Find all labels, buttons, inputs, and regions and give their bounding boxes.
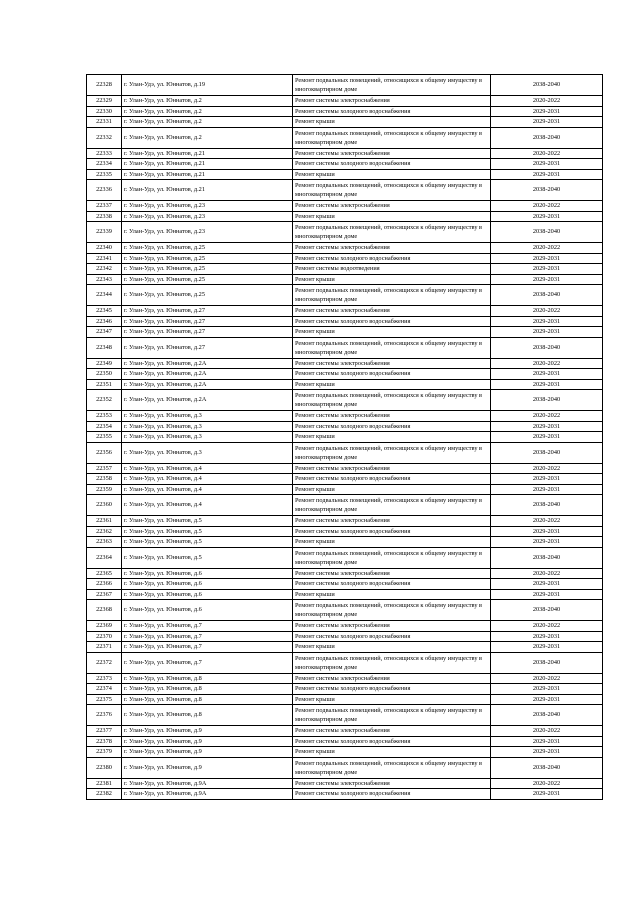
table-row [87,789,603,800]
row-address: г. Улан-Удэ, ул. Юннатов, д.8 [122,673,293,684]
row-period: 2038-2040 [491,285,603,306]
row-period: 2029-2031 [491,211,603,222]
row-number: 22335 [87,169,122,180]
row-address: г. Улан-Удэ, ул. Юннатов, д.6 [122,600,293,621]
row-number: 22334 [87,159,122,170]
row-number: 22375 [87,694,122,705]
row-number: 22344 [87,285,122,306]
row-address: г. Улан-Удэ, ул. Юннатов, д.9 [122,726,293,737]
row-work-type: Ремонт крыши [293,642,491,653]
row-work-type: Ремонт системы электроснабжения [293,516,491,527]
row-work-type: Ремонт крыши [293,117,491,128]
row-number: 22366 [87,579,122,590]
row-address: г. Улан-Удэ, ул. Юннатов, д.9А [122,778,293,789]
row-number: 22350 [87,369,122,380]
row-number: 22374 [87,684,122,695]
row-period: 2038-2040 [491,652,603,673]
row-address: г. Улан-Удэ, ул. Юннатов, д.8 [122,694,293,705]
row-work-type: Ремонт системы электроснабжения [293,726,491,737]
table-row [87,169,603,180]
row-work-type: Ремонт системы холодного водоснабжения [293,369,491,380]
table-row [87,526,603,537]
table-row [87,211,603,222]
row-period: 2029-2031 [491,537,603,548]
row-address: г. Улан-Удэ, ул. Юннатов, д.23 [122,201,293,212]
row-number: 22368 [87,600,122,621]
row-number: 22361 [87,516,122,527]
row-period: 2020-2022 [491,673,603,684]
table-row [87,484,603,495]
row-period: 2038-2040 [491,495,603,516]
row-period: 2038-2040 [491,75,603,96]
row-number: 22367 [87,589,122,600]
row-period: 2029-2031 [491,316,603,327]
table-row [87,495,603,516]
row-work-type: Ремонт крыши [293,379,491,390]
row-work-type: Ремонт крыши [293,694,491,705]
row-period: 2029-2031 [491,327,603,338]
table-row [87,390,603,411]
table-row [87,747,603,758]
row-period: 2029-2031 [491,747,603,758]
row-period: 2029-2031 [491,589,603,600]
row-number: 22352 [87,390,122,411]
row-number: 22337 [87,201,122,212]
row-work-type: Ремонт подвальных помещений, относящихся к общему имуществу в многоквартирном доме [293,442,491,463]
table-row [87,274,603,285]
row-work-type: Ремонт крыши [293,589,491,600]
row-address: г. Улан-Удэ, ул. Юннатов, д.25 [122,274,293,285]
table-row [87,75,603,96]
table-row [87,757,603,778]
row-work-type: Ремонт подвальных помещений, относящихся к общему имуществу в многоквартирном доме [293,127,491,148]
row-address: г. Улан-Удэ, ул. Юннатов, д.6 [122,589,293,600]
row-period: 2020-2022 [491,463,603,474]
row-period: 2038-2040 [491,705,603,726]
row-work-type: Ремонт подвальных помещений, относящихся к общему имуществу в многоквартирном доме [293,652,491,673]
row-number: 22340 [87,243,122,254]
row-number: 22336 [87,180,122,201]
row-period: 2029-2031 [491,789,603,800]
table-row [87,673,603,684]
repair-schedule-body [87,75,603,800]
row-work-type: Ремонт системы холодного водоснабжения [293,253,491,264]
row-address: г. Улан-Удэ, ул. Юннатов, д.23 [122,211,293,222]
row-work-type: Ремонт системы холодного водоснабжения [293,736,491,747]
row-period: 2038-2040 [491,390,603,411]
row-address: г. Улан-Удэ, ул. Юннатов, д.6 [122,579,293,590]
table-row [87,180,603,201]
row-work-type: Ремонт системы холодного водоснабжения [293,789,491,800]
table-row [87,337,603,358]
row-work-type: Ремонт системы холодного водоснабжения [293,684,491,695]
table-row [87,222,603,243]
row-work-type: Ремонт системы электроснабжения [293,463,491,474]
table-row [87,621,603,632]
row-address: г. Улан-Удэ, ул. Юннатов, д.4 [122,484,293,495]
row-address: г. Улан-Удэ, ул. Юннатов, д.9 [122,757,293,778]
table-row [87,327,603,338]
table-row [87,642,603,653]
row-number: 22329 [87,96,122,107]
row-number: 22381 [87,778,122,789]
row-address: г. Улан-Удэ, ул. Юннатов, д.3 [122,442,293,463]
row-address: г. Улан-Удэ, ул. Юннатов, д.27 [122,306,293,317]
row-address: г. Улан-Удэ, ул. Юннатов, д.2А [122,358,293,369]
row-period: 2020-2022 [491,516,603,527]
row-period: 2038-2040 [491,180,603,201]
table-row [87,579,603,590]
row-address: г. Улан-Удэ, ул. Юннатов, д.3 [122,421,293,432]
row-number: 22349 [87,358,122,369]
table-row [87,442,603,463]
row-address: г. Улан-Удэ, ул. Юннатов, д.7 [122,652,293,673]
row-work-type: Ремонт крыши [293,327,491,338]
row-address: г. Улан-Удэ, ул. Юннатов, д.8 [122,684,293,695]
row-work-type: Ремонт подвальных помещений, относящихся к общему имуществу в многоквартирном доме [293,285,491,306]
row-number: 22373 [87,673,122,684]
row-number: 22343 [87,274,122,285]
table-row [87,106,603,117]
row-address: г. Улан-Удэ, ул. Юннатов, д.2 [122,96,293,107]
row-number: 22338 [87,211,122,222]
row-work-type: Ремонт подвальных помещений, относящихся к общему имуществу в многоквартирном доме [293,337,491,358]
row-work-type: Ремонт системы электроснабжения [293,201,491,212]
table-row [87,600,603,621]
row-address: г. Улан-Удэ, ул. Юннатов, д.4 [122,495,293,516]
row-address: г. Улан-Удэ, ул. Юннатов, д.5 [122,537,293,548]
row-number: 22342 [87,264,122,275]
row-period: 2029-2031 [491,117,603,128]
table-row [87,306,603,317]
row-number: 22365 [87,568,122,579]
table-row [87,243,603,254]
row-work-type: Ремонт системы холодного водоснабжения [293,526,491,537]
row-period: 2029-2031 [491,484,603,495]
row-number: 22348 [87,337,122,358]
row-period: 2020-2022 [491,726,603,737]
row-address: г. Улан-Удэ, ул. Юннатов, д.25 [122,264,293,275]
row-address: г. Улан-Удэ, ул. Юннатов, д.21 [122,159,293,170]
row-number: 22331 [87,117,122,128]
row-number: 22380 [87,757,122,778]
table-row [87,421,603,432]
row-address: г. Улан-Удэ, ул. Юннатов, д.5 [122,526,293,537]
row-period: 2029-2031 [491,253,603,264]
row-work-type: Ремонт системы холодного водоснабжения [293,421,491,432]
table-row [87,253,603,264]
table-row [87,652,603,673]
row-work-type: Ремонт системы холодного водоснабжения [293,579,491,590]
row-number: 22359 [87,484,122,495]
row-work-type: Ремонт системы холодного водоснабжения [293,159,491,170]
row-work-type: Ремонт системы холодного водоснабжения [293,631,491,642]
row-number: 22371 [87,642,122,653]
table-row [87,159,603,170]
table-row [87,474,603,485]
row-address: г. Улан-Удэ, ул. Юннатов, д.5 [122,516,293,527]
row-period: 2038-2040 [491,127,603,148]
table-row [87,201,603,212]
row-work-type: Ремонт подвальных помещений, относящихся к общему имуществу в многоквартирном доме [293,600,491,621]
row-work-type: Ремонт крыши [293,484,491,495]
row-period: 2020-2022 [491,243,603,254]
repair-schedule-table [86,74,603,800]
table-row [87,96,603,107]
row-work-type: Ремонт подвальных помещений, относящихся к общему имуществу в многоквартирном доме [293,547,491,568]
table-row [87,379,603,390]
row-work-type: Ремонт системы электроснабжения [293,243,491,254]
row-address: г. Улан-Удэ, ул. Юннатов, д.2А [122,369,293,380]
row-work-type: Ремонт системы электроснабжения [293,411,491,422]
row-number: 22332 [87,127,122,148]
row-number: 22333 [87,148,122,159]
row-work-type: Ремонт подвальных помещений, относящихся к общему имуществу в многоквартирном доме [293,180,491,201]
row-number: 22356 [87,442,122,463]
row-address: г. Улан-Удэ, ул. Юннатов, д.25 [122,253,293,264]
row-address: г. Улан-Удэ, ул. Юннатов, д.7 [122,631,293,642]
row-address: г. Улан-Удэ, ул. Юннатов, д.2А [122,379,293,390]
row-work-type: Ремонт системы водоотведения [293,264,491,275]
row-number: 22330 [87,106,122,117]
row-period: 2038-2040 [491,547,603,568]
row-number: 22354 [87,421,122,432]
row-address: г. Улан-Удэ, ул. Юннатов, д.21 [122,180,293,201]
row-number: 22341 [87,253,122,264]
table-row [87,264,603,275]
row-address: г. Улан-Удэ, ул. Юннатов, д.21 [122,148,293,159]
row-period: 2020-2022 [491,358,603,369]
row-work-type: Ремонт крыши [293,747,491,758]
row-period: 2029-2031 [491,694,603,705]
table-row [87,631,603,642]
table-row [87,705,603,726]
row-address: г. Улан-Удэ, ул. Юннатов, д.27 [122,316,293,327]
table-row [87,316,603,327]
row-address: г. Улан-Удэ, ул. Юннатов, д.9А [122,789,293,800]
table-row [87,432,603,443]
row-period: 2020-2022 [491,148,603,159]
row-work-type: Ремонт системы холодного водоснабжения [293,106,491,117]
row-work-type: Ремонт подвальных помещений, относящихся к общему имуществу в многоквартирном доме [293,75,491,96]
table-row [87,568,603,579]
row-address: г. Улан-Удэ, ул. Юннатов, д.9 [122,747,293,758]
row-address: г. Улан-Удэ, ул. Юннатов, д.23 [122,222,293,243]
row-address: г. Улан-Удэ, ул. Юннатов, д.2 [122,127,293,148]
table-row [87,411,603,422]
row-number: 22353 [87,411,122,422]
row-number: 22370 [87,631,122,642]
row-period: 2038-2040 [491,337,603,358]
row-address: г. Улан-Удэ, ул. Юннатов, д.21 [122,169,293,180]
row-work-type: Ремонт крыши [293,211,491,222]
row-number: 22355 [87,432,122,443]
table-row [87,589,603,600]
row-period: 2029-2031 [491,106,603,117]
row-address: г. Улан-Удэ, ул. Юннатов, д.25 [122,285,293,306]
table-row [87,285,603,306]
row-period: 2029-2031 [491,736,603,747]
row-period: 2029-2031 [491,432,603,443]
row-number: 22357 [87,463,122,474]
row-period: 2020-2022 [491,778,603,789]
row-period: 2029-2031 [491,274,603,285]
row-number: 22347 [87,327,122,338]
row-number: 22360 [87,495,122,516]
row-address: г. Улан-Удэ, ул. Юннатов, д.2 [122,117,293,128]
row-period: 2038-2040 [491,222,603,243]
row-period: 2038-2040 [491,600,603,621]
table-row [87,369,603,380]
row-work-type: Ремонт системы холодного водоснабжения [293,474,491,485]
row-number: 22364 [87,547,122,568]
row-address: г. Улан-Удэ, ул. Юннатов, д.4 [122,463,293,474]
row-period: 2029-2031 [491,684,603,695]
row-address: г. Улан-Удэ, ул. Юннатов, д.9 [122,736,293,747]
row-period: 2029-2031 [491,642,603,653]
row-address: г. Улан-Удэ, ул. Юннатов, д.2 [122,106,293,117]
row-work-type: Ремонт подвальных помещений, относящихся к общему имуществу в многоквартирном доме [293,390,491,411]
row-address: г. Улан-Удэ, ул. Юннатов, д.19 [122,75,293,96]
table-row [87,778,603,789]
row-period: 2020-2022 [491,621,603,632]
table-row [87,547,603,568]
row-work-type: Ремонт системы электроснабжения [293,673,491,684]
row-period: 2029-2031 [491,169,603,180]
row-address: г. Улан-Удэ, ул. Юннатов, д.6 [122,568,293,579]
table-row [87,358,603,369]
row-period: 2020-2022 [491,96,603,107]
row-work-type: Ремонт подвальных помещений, относящихся к общему имуществу в многоквартирном доме [293,222,491,243]
row-number: 22377 [87,726,122,737]
row-address: г. Улан-Удэ, ул. Юннатов, д.3 [122,411,293,422]
row-address: г. Улан-Удэ, ул. Юннатов, д.4 [122,474,293,485]
row-period: 2029-2031 [491,474,603,485]
row-period: 2029-2031 [491,421,603,432]
row-work-type: Ремонт крыши [293,537,491,548]
row-number: 22328 [87,75,122,96]
row-number: 22362 [87,526,122,537]
row-address: г. Улан-Удэ, ул. Юннатов, д.27 [122,337,293,358]
table-row [87,726,603,737]
table-row [87,148,603,159]
row-number: 22372 [87,652,122,673]
row-period: 2029-2031 [491,526,603,537]
row-number: 22363 [87,537,122,548]
row-number: 22339 [87,222,122,243]
row-number: 22376 [87,705,122,726]
row-address: г. Улан-Удэ, ул. Юннатов, д.8 [122,705,293,726]
row-period: 2029-2031 [491,369,603,380]
row-work-type: Ремонт системы электроснабжения [293,568,491,579]
table-row [87,117,603,128]
row-number: 22351 [87,379,122,390]
row-address: г. Улан-Удэ, ул. Юннатов, д.2А [122,390,293,411]
row-period: 2029-2031 [491,631,603,642]
table-row [87,463,603,474]
row-work-type: Ремонт системы электроснабжения [293,96,491,107]
row-work-type: Ремонт системы электроснабжения [293,306,491,317]
row-period: 2020-2022 [491,201,603,212]
table-row [87,694,603,705]
table-row [87,684,603,695]
row-period: 2020-2022 [491,306,603,317]
row-work-type: Ремонт системы электроснабжения [293,778,491,789]
row-number: 22345 [87,306,122,317]
table-row [87,127,603,148]
row-period: 2038-2040 [491,757,603,778]
row-number: 22346 [87,316,122,327]
row-address: г. Улан-Удэ, ул. Юннатов, д.5 [122,547,293,568]
row-work-type: Ремонт системы электроснабжения [293,621,491,632]
row-work-type: Ремонт подвальных помещений, относящихся к общему имуществу в многоквартирном доме [293,495,491,516]
row-address: г. Улан-Удэ, ул. Юннатов, д.25 [122,243,293,254]
row-period: 2038-2040 [491,442,603,463]
row-period: 2029-2031 [491,264,603,275]
row-number: 22379 [87,747,122,758]
row-work-type: Ремонт крыши [293,169,491,180]
row-period: 2020-2022 [491,568,603,579]
row-address: г. Улан-Удэ, ул. Юннатов, д.7 [122,621,293,632]
row-work-type: Ремонт подвальных помещений, относящихся к общему имуществу в многоквартирном доме [293,705,491,726]
row-period: 2029-2031 [491,579,603,590]
row-work-type: Ремонт системы электроснабжения [293,358,491,369]
row-address: г. Улан-Удэ, ул. Юннатов, д.3 [122,432,293,443]
row-work-type: Ремонт крыши [293,432,491,443]
row-address: г. Улан-Удэ, ул. Юннатов, д.27 [122,327,293,338]
row-number: 22382 [87,789,122,800]
row-work-type: Ремонт системы холодного водоснабжения [293,316,491,327]
row-period: 2029-2031 [491,379,603,390]
row-number: 22369 [87,621,122,632]
row-work-type: Ремонт крыши [293,274,491,285]
table-row [87,516,603,527]
table-row [87,537,603,548]
row-period: 2020-2022 [491,411,603,422]
row-work-type: Ремонт подвальных помещений, относящихся к общему имуществу в многоквартирном доме [293,757,491,778]
row-number: 22378 [87,736,122,747]
row-number: 22358 [87,474,122,485]
table-row [87,736,603,747]
row-period: 2029-2031 [491,159,603,170]
row-work-type: Ремонт системы электроснабжения [293,148,491,159]
row-address: г. Улан-Удэ, ул. Юннатов, д.7 [122,642,293,653]
